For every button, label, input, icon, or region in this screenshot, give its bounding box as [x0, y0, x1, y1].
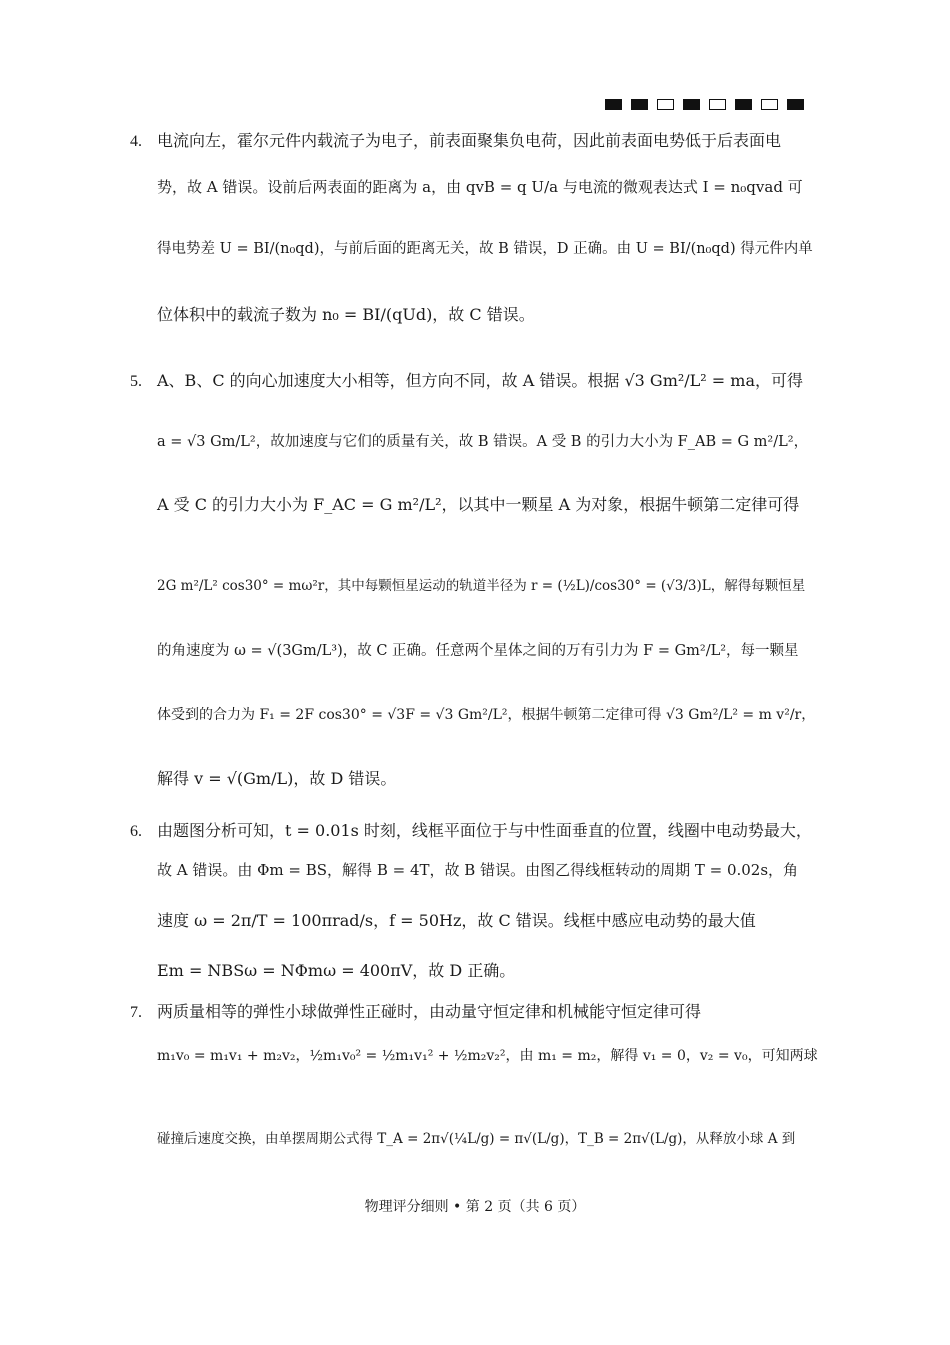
- question-4-line-2: 势，故 A 错误。设前后两表面的距离为 a，由 qvB = q U/a 与电流的微观表达式 I = n₀qvad 可: [157, 178, 803, 196]
- question-4-line-4: 位体积中的载流子数为 n₀ = BI/(qUd)，故 C 错误。: [157, 305, 535, 324]
- question-7-line-1: 两质量相等的弹性小球做弹性正碰时，由动量守恒定律和机械能守恒定律可得: [157, 1002, 702, 1021]
- question-5-line-7: 解得 v = √(Gm/L)，故 D 错误。: [157, 769, 397, 788]
- question-6-line-4: Em = NBSω = NΦmω = 400πV，故 D 正确。: [157, 961, 516, 980]
- question-5-line-5: 的角速度为 ω = √(3Gm/L³)，故 C 正确。任意两个星体之间的万有引力为 F = Gm²/L²，每一颗星: [157, 643, 799, 659]
- page-footer: 物理评分细则 • 第 2 页（共 6 页）: [364, 1199, 586, 1215]
- question-4-line-1: 电流向左，霍尔元件内载流子为电子，前表面聚集负电荷，因此前表面电势低于后表面电: [157, 131, 782, 150]
- mark-square: [761, 99, 778, 110]
- question-5-line-6: 体受到的合力为 F₁ = 2F cos30° = √3F = √3 Gm²/L²，根据牛顿第二定律可得 √3 Gm²/L² = m v²/r，: [157, 707, 816, 723]
- mark-square: [657, 99, 674, 110]
- mark-square: [735, 99, 752, 110]
- question-5-line-2: a = √3 Gm/L²，故加速度与它们的质量有关，故 B 错误。A 受 B 的引力大小为 F_AB = G m²/L²，: [157, 434, 809, 450]
- mark-square: [683, 99, 700, 110]
- question-6-line-3: 速度 ω = 2π/T = 100πrad/s，f = 50Hz，故 C 错误。线框中感应电动势的最大值: [157, 911, 756, 930]
- question-5-line-1: A、B、C 的向心加速度大小相等，但方向不同，故 A 错误。根据 √3 Gm²/L² = ma，可得: [157, 371, 804, 390]
- question-6-number: 6.: [130, 823, 142, 840]
- question-6-line-1: 由题图分析可知，t = 0.01s 时刻，线框平面位于与中性面垂直的位置，线圈中电动势最大，: [157, 821, 812, 840]
- mark-square: [709, 99, 726, 110]
- question-4-line-3: 得电势差 U = BI/(n₀qd)，与前后面的距离无关，故 B 错误，D 正确。由 U = BI/(n₀qd) 得元件内单: [157, 241, 813, 257]
- question-5-line-4: 2G m²/L² cos30° = mω²r，其中每颗恒星运动的轨道半径为 r = (½L)/cos30° = (√3/3)L，解得每颗恒星: [157, 578, 806, 594]
- question-7-line-3: 碰撞后速度交换，由单摆周期公式得 T_A = 2π√(¼L/g) = π√(L/g)，T_B = 2π√(L/g)，从释放小球 A 到: [157, 1131, 796, 1147]
- question-6-line-2: 故 A 错误。由 Φm = BS，解得 B = 4T，故 B 错误。由图乙得线框转动的周期 T = 0.02s，角: [157, 861, 799, 879]
- mark-square: [787, 99, 804, 110]
- question-7-line-2: m₁v₀ = m₁v₁ + m₂v₂，½m₁v₀² = ½m₁v₁² + ½m₂v₂²，由 m₁ = m₂，解得 v₁ = 0，v₂ = v₀，可知两球: [157, 1048, 818, 1064]
- question-5-line-3: A 受 C 的引力大小为 F_AC = G m²/L²，以其中一颗星 A 为对象，根据牛顿第二定律可得: [157, 495, 800, 514]
- question-7-number: 7.: [130, 1004, 142, 1021]
- question-5-number: 5.: [130, 373, 142, 390]
- mark-square: [605, 99, 622, 110]
- question-4-number: 4.: [130, 133, 142, 150]
- header-marks: [605, 99, 804, 110]
- mark-square: [631, 99, 648, 110]
